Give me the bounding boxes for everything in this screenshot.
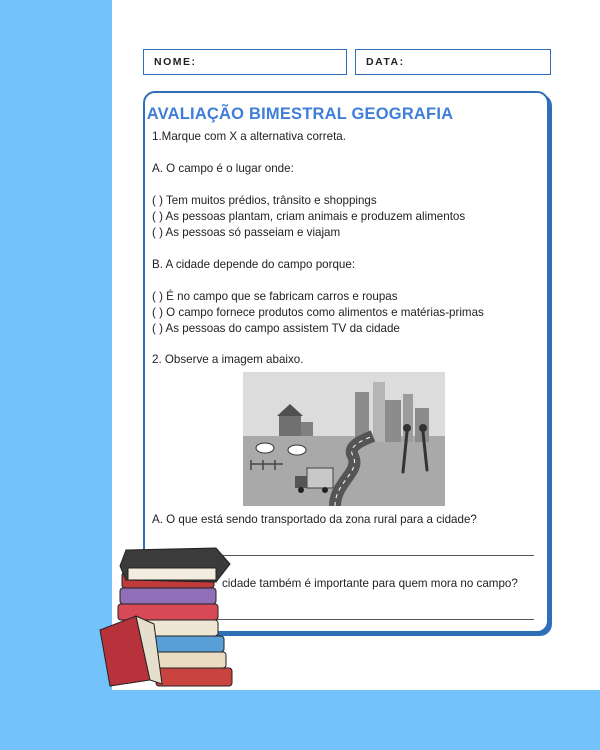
question-b-text: B. A cidade depende do campo porque: — [152, 258, 356, 271]
question-b-option-3[interactable]: ( ) As pessoas do campo assistem TV da cidade — [152, 322, 400, 335]
books-stack-illustration — [96, 540, 236, 690]
question-a-option-3[interactable]: ( ) As pessoas só passeiam e viajam — [152, 226, 341, 239]
question-2b-text: cidade também é importante para quem mora no campo? — [222, 577, 518, 590]
question-b-option-1[interactable]: ( ) É no campo que se fabricam carros e roupas — [152, 290, 398, 303]
name-label: NOME: — [154, 56, 197, 68]
exam-title: AVALIAÇÃO BIMESTRAL GEOGRAFIA — [146, 105, 454, 123]
question-a-text: A. O campo é o lugar onde: — [152, 162, 294, 175]
rural-urban-illustration — [243, 372, 445, 506]
instruction-text: 1.Marque com X a alternativa correta. — [152, 130, 346, 143]
date-field[interactable] — [355, 49, 551, 75]
question-a-option-1[interactable]: ( ) Tem muitos prédios, trânsito e shoppings — [152, 194, 377, 207]
name-field[interactable] — [143, 49, 347, 75]
date-label: DATA: — [366, 56, 405, 68]
question-a-option-2[interactable]: ( ) As pessoas plantam, criam animais e produzem alimentos — [152, 210, 466, 223]
question-b-option-2[interactable]: ( ) O campo fornece produtos como alimentos e matérias-primas — [152, 306, 484, 319]
question-2-text: 2. Observe a imagem abaixo. — [152, 353, 304, 366]
question-2a-text: A. O que está sendo transportado da zona rural para a cidade? — [152, 513, 477, 526]
